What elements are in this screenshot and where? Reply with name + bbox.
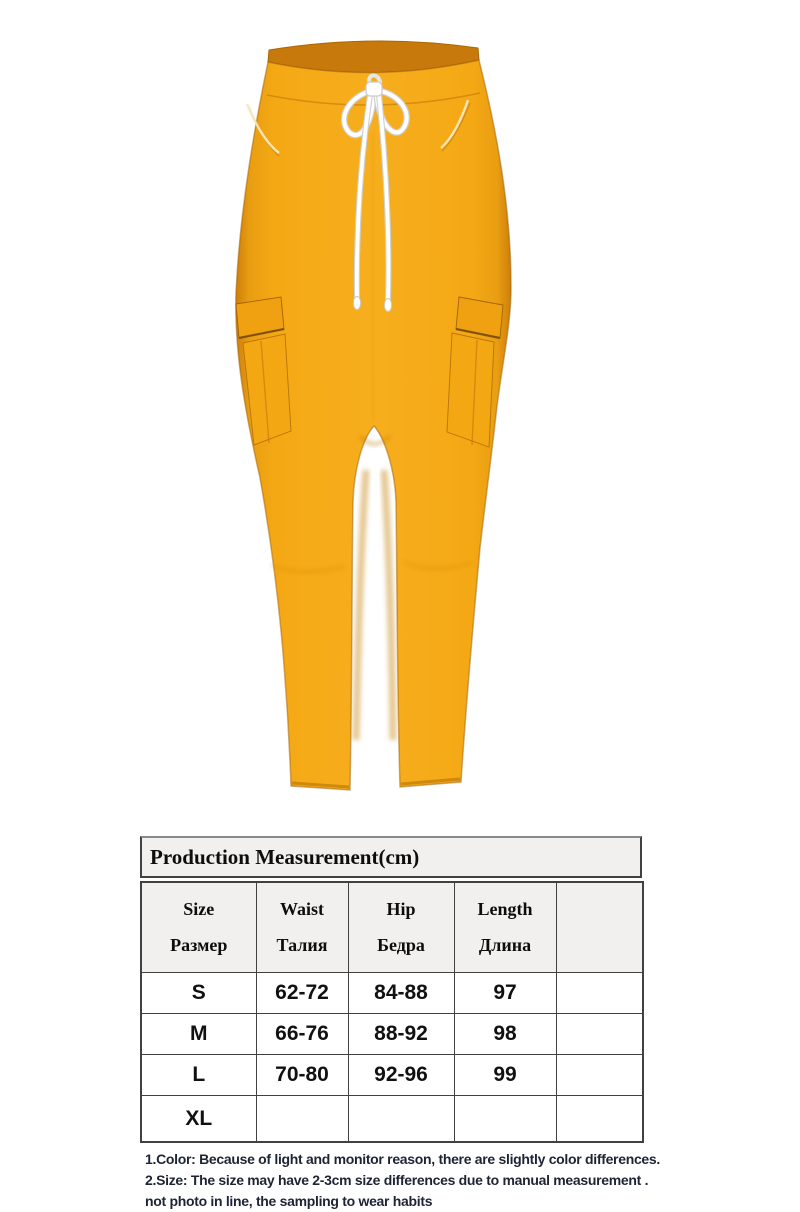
cell-length: 99 xyxy=(454,1055,556,1096)
cell-waist: 70-80 xyxy=(256,1055,348,1096)
table-row-xl xyxy=(141,1096,643,1143)
cell-extra xyxy=(556,1055,643,1096)
header-row xyxy=(141,882,643,973)
header-en: Hip xyxy=(386,899,416,919)
column-header-size xyxy=(141,882,256,973)
cell-hip: 84-88 xyxy=(348,973,454,1014)
cell-length: 98 xyxy=(454,1014,556,1055)
column-header-length xyxy=(454,882,556,973)
cell-hip: 92-96 xyxy=(348,1055,454,1096)
table-title: Production Measurement(cm) xyxy=(140,836,642,878)
table-row-m xyxy=(141,1014,643,1055)
header-en: Length xyxy=(477,899,533,919)
table-row-s xyxy=(141,973,643,1014)
cell-size: XL xyxy=(141,1096,256,1143)
cell-hip xyxy=(348,1096,454,1143)
column-header-hip xyxy=(348,882,454,973)
cell-extra xyxy=(556,1096,643,1143)
cell-waist: 66-76 xyxy=(256,1014,348,1055)
header-ru: Длина xyxy=(478,935,532,955)
cell-size: S xyxy=(141,973,256,1014)
header-en: Waist xyxy=(279,899,324,919)
measurement-table xyxy=(140,881,644,1143)
column-header-waist xyxy=(256,882,348,973)
notes xyxy=(145,1149,785,1212)
header-ru: Талия xyxy=(276,935,328,955)
note-line-2: 2.Size: The size may have 2-3cm size differences due to manual measurement . xyxy=(145,1172,649,1188)
column-header-empty xyxy=(556,882,643,973)
header-en: Size xyxy=(183,899,215,919)
cell-waist xyxy=(256,1096,348,1143)
table-row-l xyxy=(141,1055,643,1096)
cell-waist: 62-72 xyxy=(256,973,348,1014)
cell-extra xyxy=(556,1014,643,1055)
cell-size: L xyxy=(141,1055,256,1096)
cell-extra xyxy=(556,973,643,1014)
header-ru: Размер xyxy=(170,935,228,955)
cell-length xyxy=(454,1096,556,1143)
cell-size: M xyxy=(141,1014,256,1055)
header-ru: Бедра xyxy=(377,935,425,955)
cell-length: 97 xyxy=(454,973,556,1014)
note-line-1: 1.Color: Because of light and monitor reason, there are slightly color differences. xyxy=(145,1151,660,1167)
cell-hip: 88-92 xyxy=(348,1014,454,1055)
measurement-section xyxy=(140,836,642,1143)
note-line-3: not photo in line, the sampling to wear habits xyxy=(145,1193,433,1209)
